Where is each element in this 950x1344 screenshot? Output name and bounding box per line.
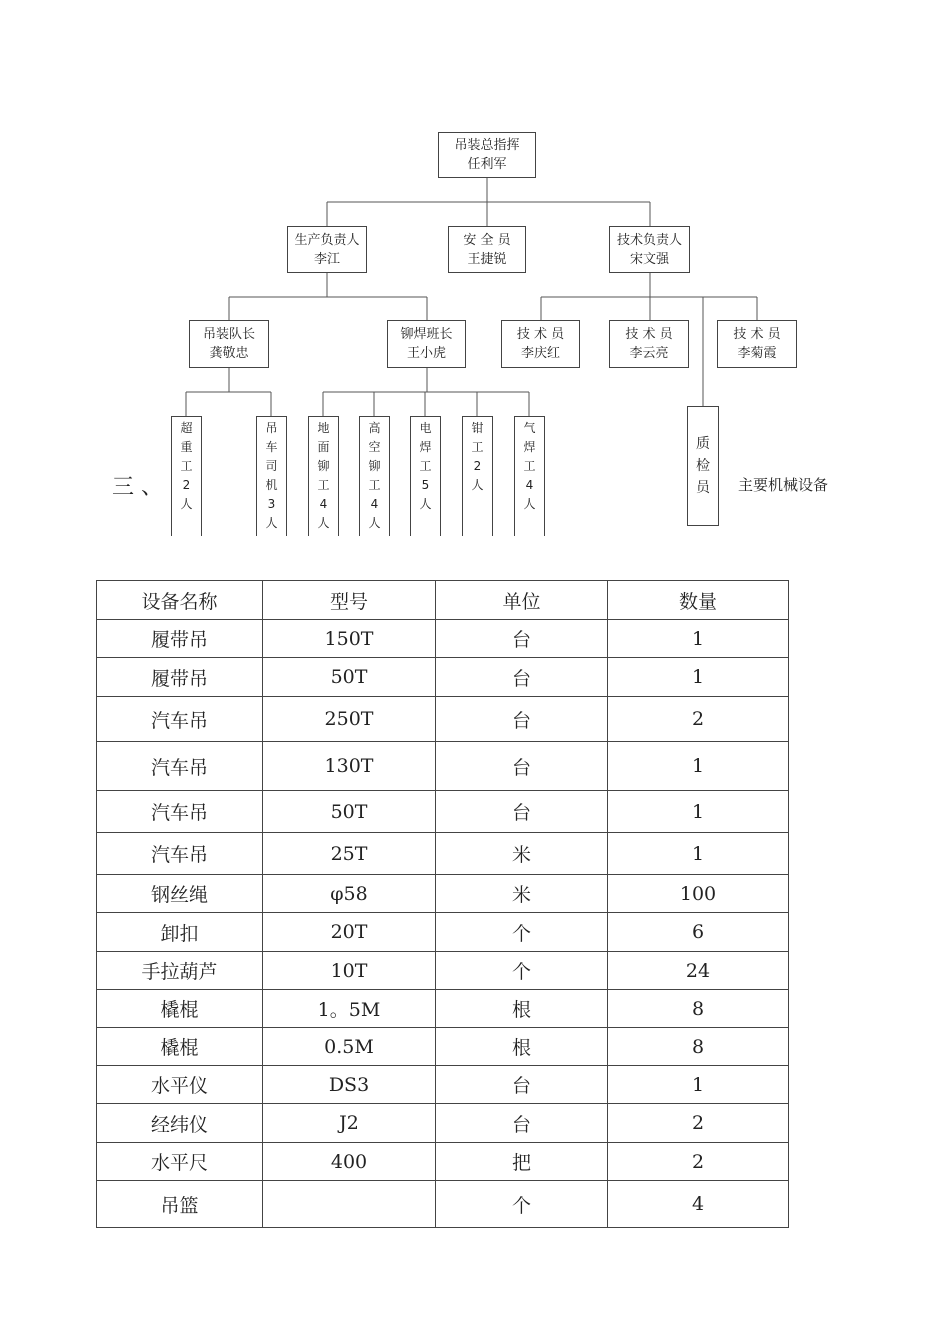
org-box-production-lead bbox=[287, 226, 367, 273]
table-cell: 50T bbox=[263, 658, 436, 697]
org-box-technician-2 bbox=[609, 320, 689, 368]
table-cell: 24 bbox=[608, 952, 789, 990]
table-cell: 8 bbox=[608, 1028, 789, 1066]
table-cell: 1 bbox=[608, 620, 789, 658]
table-row bbox=[97, 742, 789, 791]
table-cell: 2 bbox=[608, 697, 789, 742]
header-cell: 数量 bbox=[608, 581, 789, 620]
org-box-title: 质检员 bbox=[696, 436, 710, 496]
table-cell: 2 bbox=[608, 1143, 789, 1181]
org-worker-box bbox=[410, 416, 441, 536]
table-cell: 台 bbox=[436, 620, 608, 658]
table-cell: 台 bbox=[436, 1104, 608, 1143]
table-cell: 橇棍 bbox=[97, 990, 263, 1028]
table-cell: 履带吊 bbox=[97, 620, 263, 658]
table-cell: φ58 bbox=[263, 875, 436, 913]
table-row bbox=[97, 1066, 789, 1104]
table-cell: 汽车吊 bbox=[97, 742, 263, 791]
org-box-riveting-foreman bbox=[387, 320, 466, 368]
table-cell: 1 bbox=[608, 833, 789, 875]
table-cell: 100 bbox=[608, 875, 789, 913]
table-row bbox=[97, 1181, 789, 1228]
table-cell: 个 bbox=[436, 913, 608, 952]
table-cell: 台 bbox=[436, 742, 608, 791]
org-worker-label: 钳工2人 bbox=[471, 421, 484, 492]
table-header-row bbox=[97, 581, 789, 620]
org-box-technical-lead bbox=[609, 226, 690, 273]
table-cell: 汽车吊 bbox=[97, 833, 263, 875]
table-row bbox=[97, 697, 789, 742]
table-cell: 1。5M bbox=[263, 990, 436, 1028]
org-box-commander bbox=[438, 132, 536, 178]
org-box-title: 吊装队长 bbox=[202, 327, 255, 342]
org-box-quality-inspector bbox=[687, 406, 719, 526]
table-row bbox=[97, 1143, 789, 1181]
table-cell: 台 bbox=[436, 697, 608, 742]
table-cell: 米 bbox=[436, 875, 608, 913]
org-box-technician-1 bbox=[501, 320, 580, 368]
org-box-name: 李庆红 bbox=[520, 346, 560, 361]
org-box-title: 吊装总指挥 bbox=[454, 138, 520, 153]
table-cell: 水平仪 bbox=[97, 1066, 263, 1104]
table-cell: 经纬仪 bbox=[97, 1104, 263, 1143]
table-cell: 6 bbox=[608, 913, 789, 952]
org-worker-label: 超重工2人 bbox=[180, 421, 193, 511]
org-worker-box bbox=[256, 416, 287, 536]
table-row bbox=[97, 1028, 789, 1066]
org-worker-box bbox=[359, 416, 390, 536]
table-cell: 4 bbox=[608, 1181, 789, 1228]
table-cell: 8 bbox=[608, 990, 789, 1028]
table-cell: 10T bbox=[263, 952, 436, 990]
table-cell: 1 bbox=[608, 742, 789, 791]
org-worker-label: 电焊工5人 bbox=[419, 421, 432, 511]
table-cell: 20T bbox=[263, 913, 436, 952]
org-worker-box bbox=[514, 416, 545, 536]
section-title: 主要机械设备 bbox=[738, 476, 829, 494]
org-worker-label: 高空铆工4人 bbox=[368, 421, 381, 530]
org-box-name: 王小虎 bbox=[406, 346, 446, 361]
table-row bbox=[97, 875, 789, 913]
table-cell: 400 bbox=[263, 1143, 436, 1181]
table-cell: 1 bbox=[608, 658, 789, 697]
table-cell: 卸扣 bbox=[97, 913, 263, 952]
table-row bbox=[97, 791, 789, 833]
org-worker-box bbox=[308, 416, 339, 536]
org-worker-label: 气焊工4人 bbox=[523, 421, 536, 511]
table-cell: 1 bbox=[608, 1066, 789, 1104]
table-cell: DS3 bbox=[263, 1066, 436, 1104]
table-cell: 0.5M bbox=[263, 1028, 436, 1066]
table-cell: 手拉葫芦 bbox=[97, 952, 263, 990]
org-box-name: 龚敬忠 bbox=[209, 346, 249, 361]
org-box-name: 任利军 bbox=[467, 157, 507, 172]
org-worker-box bbox=[462, 416, 493, 536]
table-row bbox=[97, 620, 789, 658]
org-box-name: 王捷锐 bbox=[467, 251, 507, 267]
section-number: 三 、 bbox=[112, 475, 163, 500]
table-row bbox=[97, 990, 789, 1028]
table-cell: 米 bbox=[436, 833, 608, 875]
org-worker-box bbox=[171, 416, 202, 536]
table-cell: 个 bbox=[436, 1181, 608, 1228]
org-box-safety-officer bbox=[448, 226, 526, 273]
table-cell: 150T bbox=[263, 620, 436, 658]
table-cell: 个 bbox=[436, 952, 608, 990]
table-cell: 2 bbox=[608, 1104, 789, 1143]
table-cell: 50T bbox=[263, 791, 436, 833]
org-box-title: 技 术 员 bbox=[516, 327, 565, 342]
org-box-name: 李江 bbox=[313, 251, 340, 267]
table-cell: J2 bbox=[263, 1104, 436, 1143]
table-cell: 根 bbox=[436, 1028, 608, 1066]
table-row bbox=[97, 952, 789, 990]
table-cell: 履带吊 bbox=[97, 658, 263, 697]
table-cell: 汽车吊 bbox=[97, 697, 263, 742]
equipment-table bbox=[96, 580, 789, 1228]
table-row bbox=[97, 1104, 789, 1143]
org-box-name: 宋文强 bbox=[629, 251, 669, 267]
table-row bbox=[97, 913, 789, 952]
org-box-title: 技术负责人 bbox=[616, 232, 682, 248]
org-box-lifting-captain bbox=[189, 320, 269, 368]
table-cell: 水平尺 bbox=[97, 1143, 263, 1181]
org-box-title: 生产负责人 bbox=[294, 232, 360, 248]
table-cell: 吊篮 bbox=[97, 1181, 263, 1228]
org-box-title: 技 术 员 bbox=[733, 327, 781, 342]
header-cell: 单位 bbox=[436, 581, 608, 620]
table-cell: 130T bbox=[263, 742, 436, 791]
table-cell: 把 bbox=[436, 1143, 608, 1181]
org-box-technician-3 bbox=[717, 320, 797, 368]
table-cell bbox=[263, 1181, 436, 1228]
org-worker-label: 地面铆工4人 bbox=[317, 421, 330, 530]
org-box-name: 李云亮 bbox=[629, 346, 669, 361]
header-cell: 型号 bbox=[263, 581, 436, 620]
table-cell: 钢丝绳 bbox=[97, 875, 263, 913]
org-box-title: 安 全 员 bbox=[463, 232, 511, 248]
table-row bbox=[97, 658, 789, 697]
org-box-name: 李菊霞 bbox=[737, 346, 777, 361]
header-cell: 设备名称 bbox=[97, 581, 263, 620]
table-cell: 1 bbox=[608, 791, 789, 833]
org-worker-label: 吊车司机3人 bbox=[265, 421, 278, 530]
table-cell: 台 bbox=[436, 658, 608, 697]
table-cell: 台 bbox=[436, 1066, 608, 1104]
table-cell: 250T bbox=[263, 697, 436, 742]
table-cell: 25T bbox=[263, 833, 436, 875]
table-row bbox=[97, 833, 789, 875]
table-cell: 橇棍 bbox=[97, 1028, 263, 1066]
table-cell: 汽车吊 bbox=[97, 791, 263, 833]
org-box-title: 技 术 员 bbox=[625, 327, 673, 342]
table-cell: 台 bbox=[436, 791, 608, 833]
table-cell: 根 bbox=[436, 990, 608, 1028]
org-box-title: 铆焊班长 bbox=[400, 327, 453, 342]
